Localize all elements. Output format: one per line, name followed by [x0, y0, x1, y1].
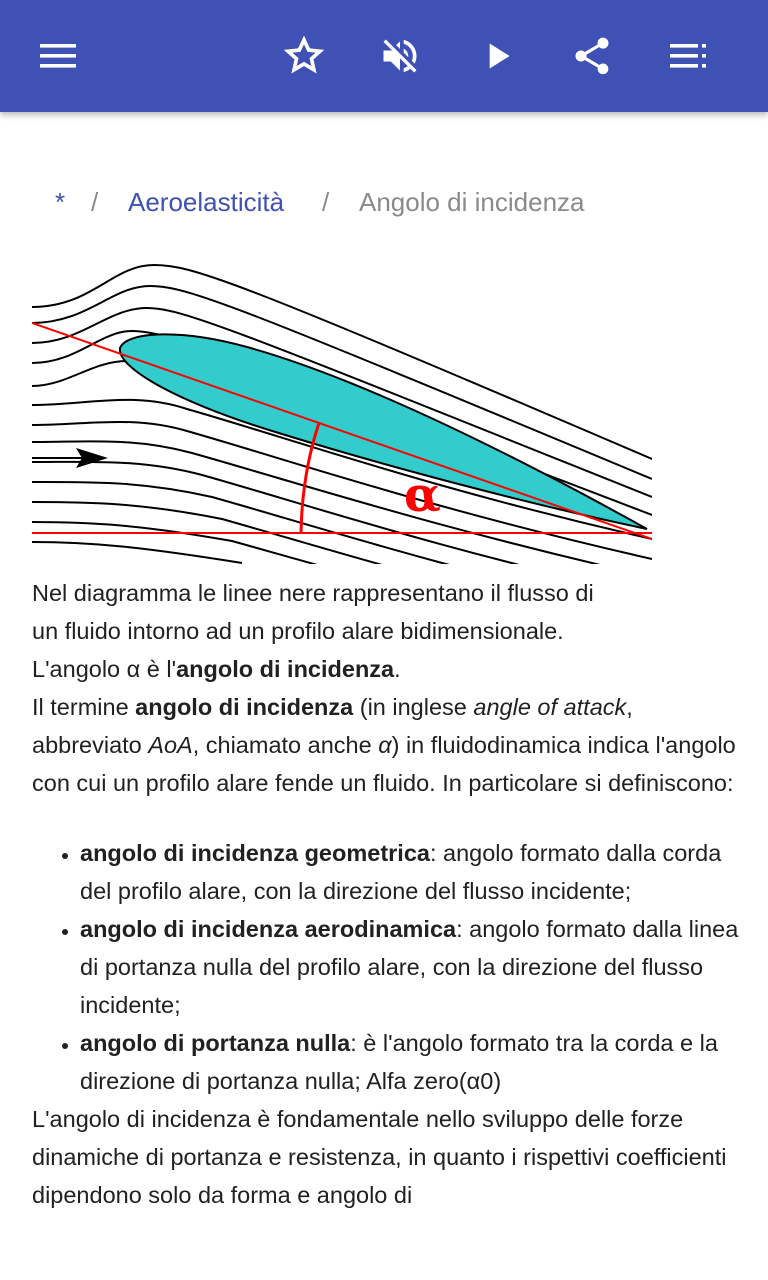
flow-arrow [32, 448, 108, 468]
streamline [32, 361, 127, 386]
italic-term: angle of attack [473, 694, 627, 720]
definition-paragraph [32, 688, 742, 802]
list-description: : angolo formato dalla linea di portanza nulla del profilo alare, con la direzione del flusso incidente; [80, 916, 739, 1018]
definitions-list [32, 834, 742, 1100]
caption-text: L'angolo α è l' [32, 656, 177, 682]
figure-caption [32, 574, 742, 688]
breadcrumb-parent-link[interactable]: Aeroelasticità [128, 187, 285, 217]
bookmark-button[interactable] [272, 24, 336, 88]
italic-term: AoA [148, 732, 193, 758]
text-run: (in inglese [353, 694, 474, 720]
share-icon [570, 34, 614, 78]
list-description: : angolo formato dalla corda del profilo alare, con la direzione del flusso incidente; [80, 840, 722, 904]
text-run: ) in fluidodinamica indica l'angolo con cui un profilo alare fende un fluido. In particolare si definiscono: [32, 732, 736, 796]
breadcrumb-separator: / [91, 187, 99, 217]
caption-term: angolo di incidenza [176, 656, 395, 682]
streamline [32, 522, 652, 564]
list-item [80, 1024, 742, 1100]
chord-line [32, 323, 652, 539]
breadcrumb-current: Angolo di incidenza [359, 187, 585, 217]
list-term: angolo di incidenza geometrica [80, 840, 430, 866]
airfoil-diagram[interactable] [32, 259, 652, 564]
airfoil-shape [120, 334, 647, 529]
alpha-label: α [404, 467, 441, 523]
caption-text: . [394, 656, 401, 682]
article-body [32, 574, 742, 1214]
caption-text: Nel diagramma le linee nere rappresentano il flusso di [32, 580, 594, 606]
contents-button[interactable] [656, 24, 720, 88]
share-button[interactable] [560, 24, 624, 88]
list-item [80, 910, 742, 1024]
list-term: angolo di portanza nulla [80, 1030, 351, 1056]
menu-button[interactable] [24, 24, 88, 88]
italic-term: α [378, 732, 392, 758]
breadcrumb-separator: / [322, 187, 330, 217]
play-button[interactable] [466, 24, 530, 88]
breadcrumb-home-link[interactable]: * [55, 187, 66, 217]
text-run: , abbreviato [32, 694, 633, 758]
bold-term: angolo di incidenza [135, 694, 354, 720]
breadcrumb [0, 182, 768, 222]
streamline [32, 542, 242, 563]
list-description: : è l'angolo formato tra la corda e la direzione di portanza nulla; Alfa zero(α0) [80, 1030, 718, 1094]
menu-icon [36, 36, 76, 76]
text-run: Il termine [32, 694, 136, 720]
star-outline-icon [282, 34, 326, 78]
app-bar [0, 0, 768, 112]
playlist-icon [668, 36, 708, 76]
text-run: , chiamato anche [192, 732, 379, 758]
volume-off-icon [378, 34, 422, 78]
caption-text: un fluido intorno ad un profilo alare bidimensionale. [32, 618, 564, 644]
mute-button[interactable] [368, 24, 432, 88]
list-term: angolo di incidenza aerodinamica [80, 916, 457, 942]
play-icon [478, 36, 518, 76]
closing-paragraph: L'angolo di incidenza è fondamentale nello sviluppo delle forze dinamiche di portanza e resistenza, in quanto i rispettivi coefficienti dipendono solo da forma e angolo di [32, 1106, 727, 1208]
list-item [80, 834, 742, 910]
